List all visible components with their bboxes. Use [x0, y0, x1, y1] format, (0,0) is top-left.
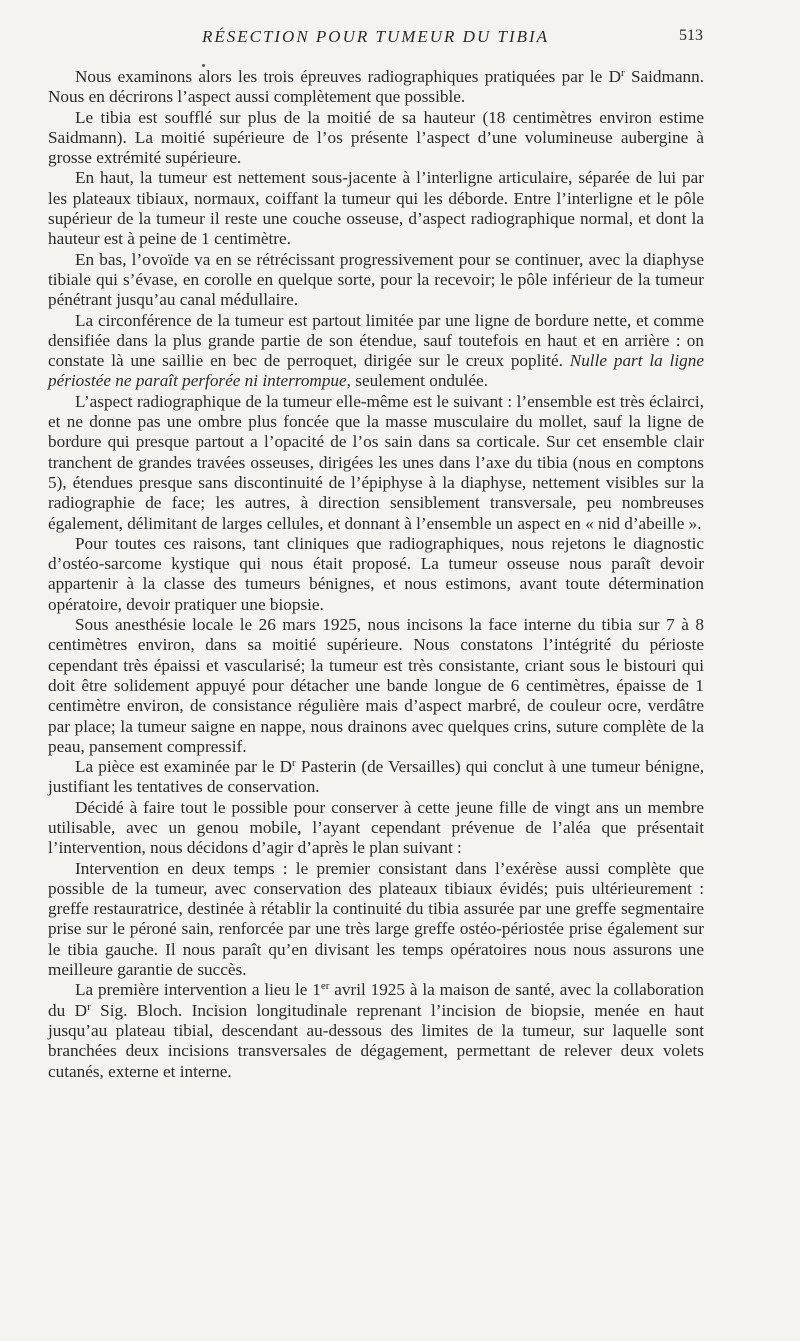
paragraph [48, 67, 704, 108]
paragraph: Pour toutes ces raisons, tant cliniques que radiographiques, nous rejetons le diagnostic d’ostéo-sarcome kystique qui nous était proposé. La tumeur osseuse nous paraît devoir appartenir à la classe des tumeurs bénignes, et nous estimons, avant toute détermination opératoire, devoir pratiquer une biopsie. [48, 533, 704, 614]
paragraph-text: , seulement ondulée. [346, 371, 488, 391]
running-title: RÉSECTION POUR TUMEUR DU TIBIA [201, 27, 550, 46]
superscript: er [320, 980, 330, 993]
paragraph: Le tibia est soufflé sur plus de la moitié de sa hauteur (18 centimètres environ estime Saidmann). La moitié supérieure de l’os présente l’aspect d’une volumineuse aubergine à grosse extrémité supérieure. [48, 107, 704, 168]
paragraph: En haut, la tumeur est nettement sous-jacente à l’interligne articulaire, séparée de lui par les plateaux tibiaux, normaux, coiffant la tumeur qui les déborde. Entre l’interligne et le pôle supérieur de la tumeur il reste une couche osseuse, d’aspect radiographique normal, et dont la hauteur est à peine de 1 centimètre. [48, 168, 704, 249]
paragraph-text: La pièce est examinée par le D [75, 757, 293, 777]
page-number: 513 [679, 27, 703, 44]
superscript: r [292, 757, 296, 770]
paragraph: Intervention en deux temps : le premier consistant dans l’exérèse aussi complète que possible de la tumeur, avec conservation des plateaux tibiaux évidés; puis ultérieurement : greffe restauratrice, destinée à rétablir la continuité du tibia assurée par une greffe segmentaire prise sur le péroné sain, renforcée par une très large greffe ostéo-périostée prise également sur le tibia gauche. Il nous paraît qu’en divisant les temps opératoires nous nous assurons une meilleure garantie de succès. [48, 858, 704, 980]
body-text [48, 67, 704, 1082]
paragraph-text: avril 1925 à la maison de santé, avec la collaboration du D [48, 980, 704, 1020]
paragraph-text: Sig. Bloch. Incision longitudinale reprenant l’incision de biopsie, menée en haut jusqu’au plateau tibial, descendant au-dessous des limites de la tumeur, sur laquelle sont branchées deux incisions transversales de dégagement, permettant de relever deux volets cutanés, externe et interne. [48, 1000, 704, 1081]
paragraph: Décidé à faire tout le possible pour conserver à cette jeune fille de vingt ans un membre utilisable, avec un genou mobile, l’ayant cependant prévenue de l’aléa que présentait l’intervention, nous décidons d’agir d’après le plan suivant : [48, 797, 704, 858]
paragraph [48, 757, 704, 798]
paragraph-text: La première intervention a lieu le 1 [75, 980, 321, 1000]
running-header [48, 27, 703, 53]
paragraph: Sous anesthésie locale le 26 mars 1925, nous incisons la face interne du tibia sur 7 à 8 centimètres environ, dans sa moitié supérieure. Nous constatons l’intégrité du périoste cependant très épaissi et vascularisé; la tumeur est très consistante, criant sous le bistouri qui doit être solidement appuyé pour détacher une bande longue de 6 centimètres, épaisse de 1 centimètre environ, de consistance régulière mais d’aspect marbré, de couleur ocre, verdâtre par place; la tumeur saigne en nappe, nous drainons avec quelques crins, suture complète de la peau, pansement compressif. [48, 615, 704, 756]
italic-text: Nulle part la ligne périostée ne paraît perforée ni interrompue [48, 351, 705, 391]
paragraph [48, 980, 704, 1081]
paragraph-text: Nous examinons alors les trois épreuves radiographiques pratiquées par le D [75, 67, 621, 86]
superscript: r [87, 1000, 91, 1013]
paragraph [48, 311, 704, 392]
paragraph-text: Pasterin (de Versailles) qui conclut à une tumeur bénigne, justifiant les tentatives de conservation. [48, 757, 705, 797]
paragraph-text: La circonférence de la tumeur est partout limitée par une ligne de bordure nette, et comme densifiée dans la plus grande partie de son étendue, sauf toutefois en haut et en arrière : on constate là une saillie en bec de perroquet, dirigée sur le creux poplité. [48, 310, 704, 371]
paragraph: En bas, l’ovoïde va en se rétrécissant progressivement pour se continuer, avec la diaphyse tibiale qui s’évase, en corolle en quelque sorte, pour la recevoir; le pôle inférieur de la tumeur pénétrant jusqu’au canal médullaire. [48, 249, 704, 310]
paragraph: L’aspect radiographique de la tumeur elle-même est le suivant : l’ensemble est très éclairci, et ne donne pas une ombre plus foncée que la masse musculaire du mollet, sauf la ligne de bordure qui presque partout a l’opacité de l’os sain dans sa corticale. Sur cet ensemble clair tranchent de grandes travées osseuses, dirigées les unes dans l’axe du tibia (nous en comptons 5), étendues presque sans discontinuité de l’épiphyse à la diaphyse, nettement visibles sur la radiographie de face; les autres, à direction sensiblement transversale, peu nombreuses également, délimitant de larges cellules, et donnant à l’ensemble un aspect en « nid d’abeille ». [48, 391, 704, 533]
paragraph-text: Saidmann. Nous en décrirons l’aspect aussi complètement que possible. [48, 67, 704, 107]
superscript: r [620, 67, 625, 79]
